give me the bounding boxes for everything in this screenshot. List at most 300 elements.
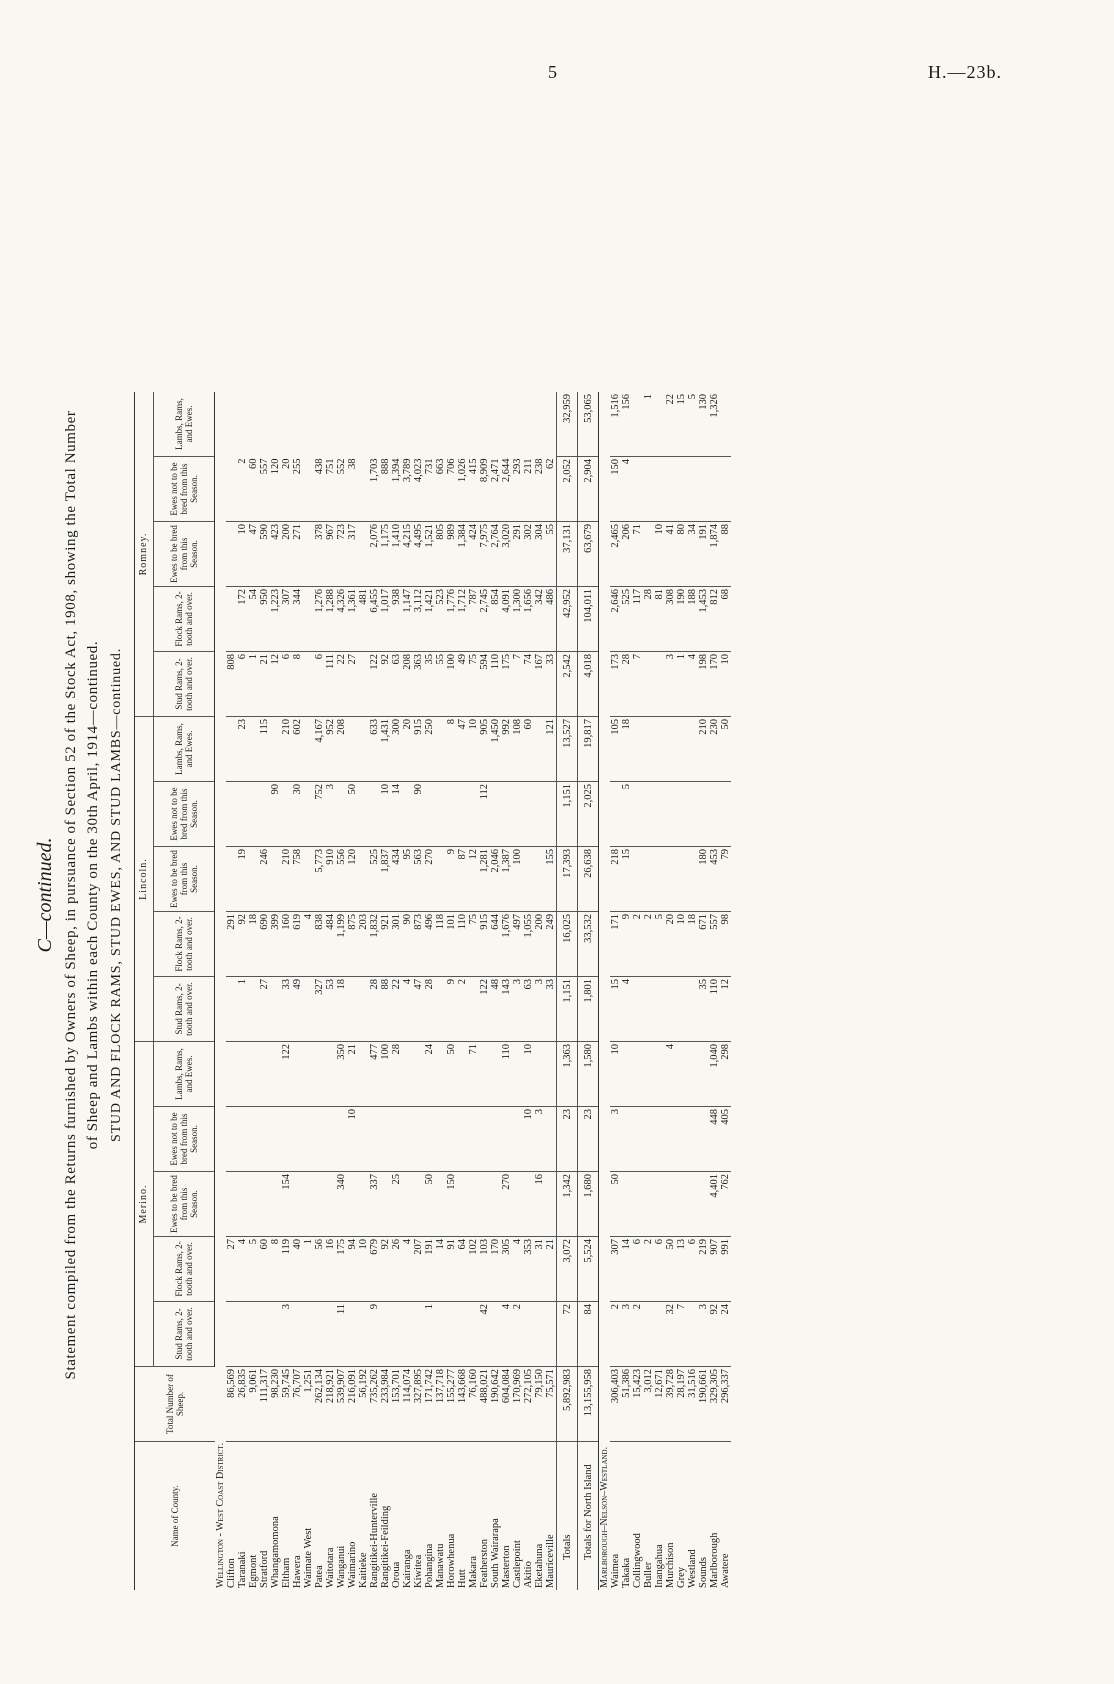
table-cell: 62 xyxy=(545,457,557,522)
table-cell xyxy=(248,1107,259,1172)
table-cell: 4 xyxy=(402,1237,413,1302)
table-cell: 211 xyxy=(523,457,534,522)
table-cell: 10 xyxy=(347,1107,358,1172)
table-cell xyxy=(325,1042,336,1107)
table-cell: 4 xyxy=(621,457,632,522)
table-cell xyxy=(358,1107,369,1172)
table-cell: 94 xyxy=(347,1237,358,1302)
table-cell xyxy=(643,1107,654,1172)
table-cell: 49 xyxy=(457,652,468,717)
table-cell: 91 xyxy=(446,1237,457,1302)
table-cell: 12 xyxy=(270,652,281,717)
table-cell xyxy=(270,717,281,782)
total-cell: 1,151 xyxy=(557,977,578,1042)
table-cell xyxy=(512,1042,523,1107)
table-cell: 64 xyxy=(457,1237,468,1302)
table-cell: 219 xyxy=(698,1237,709,1302)
table-cell xyxy=(358,457,369,522)
table-cell xyxy=(358,847,369,912)
table-cell: 76,707 xyxy=(292,1367,303,1442)
table-cell: 121 xyxy=(545,717,557,782)
table-cell: 95 xyxy=(402,847,413,912)
table-cell: 4,023 xyxy=(413,457,424,522)
table-cell: 477 xyxy=(369,1042,380,1107)
table-cell xyxy=(632,977,643,1042)
table-cell: 301 xyxy=(391,912,402,977)
table-cell xyxy=(643,977,654,1042)
table-cell: 1,410 xyxy=(391,522,402,587)
table-row xyxy=(610,392,621,1590)
table-cell: 405 xyxy=(720,1107,731,1172)
table-cell xyxy=(654,1302,665,1367)
table-row xyxy=(523,392,534,1590)
table-cell xyxy=(237,1107,248,1172)
table-cell: 118 xyxy=(435,912,446,977)
table-cell: 1,040 xyxy=(709,1042,720,1107)
table-cell xyxy=(687,782,698,847)
table-cell: 271 xyxy=(292,522,303,587)
col-header: Ewes to be bred from this Season. xyxy=(154,522,215,587)
table-cell: 68 xyxy=(720,587,731,652)
table-cell: 53 xyxy=(325,977,336,1042)
table-body-north xyxy=(215,392,557,1590)
table-cell: 180 xyxy=(698,847,709,912)
table-cell: 8 xyxy=(270,1237,281,1302)
table-cell: 448 xyxy=(709,1107,720,1172)
table-cell: 363 xyxy=(413,652,424,717)
table-cell: 12,671 xyxy=(654,1367,665,1442)
table-cell xyxy=(632,1107,643,1172)
total-cell: 13,155,958 xyxy=(578,1367,599,1442)
table-cell: 2 xyxy=(643,912,654,977)
table-cell: 340 xyxy=(336,1172,347,1237)
county-name: Stratford xyxy=(259,1550,270,1588)
table-cell xyxy=(643,1172,654,1237)
county-name: Inangahua xyxy=(654,1544,665,1588)
table-cell: 208 xyxy=(402,652,413,717)
col-header: Lambs, Rams, and Ewes. xyxy=(154,1042,215,1107)
table-cell xyxy=(687,977,698,1042)
table-cell: 921 xyxy=(380,912,391,977)
table-cell xyxy=(336,782,347,847)
table-row xyxy=(512,392,523,1590)
table-cell xyxy=(226,977,237,1042)
table-cell: 39,728 xyxy=(665,1367,676,1442)
table-cell: 2 xyxy=(643,1237,654,1302)
table-row xyxy=(457,392,468,1590)
table-row xyxy=(402,392,413,1590)
table-cell xyxy=(303,1172,314,1237)
table-cell: 3,789 xyxy=(402,457,413,522)
county-name: Akitio xyxy=(523,1561,534,1588)
table-cell: 3 xyxy=(534,977,545,1042)
table-cell xyxy=(720,782,731,847)
table-cell: 723 xyxy=(336,522,347,587)
table-row xyxy=(654,392,665,1590)
table-cell: 171 xyxy=(610,912,621,977)
table-cell: 812 xyxy=(709,587,720,652)
total-cell: 13,527 xyxy=(557,717,578,782)
table-cell: 114,074 xyxy=(402,1367,413,1442)
table-cell: 1,676 xyxy=(501,912,512,977)
table-cell: 1,431 xyxy=(380,717,391,782)
county-name: Marlborough xyxy=(709,1532,720,1588)
table-cell xyxy=(226,782,237,847)
table-cell: 51,386 xyxy=(621,1367,632,1442)
table-cell: 296,337 xyxy=(720,1367,731,1442)
table-cell: 1,147 xyxy=(402,587,413,652)
table-cell: 556 xyxy=(336,847,347,912)
table-cell xyxy=(479,1172,490,1237)
table-cell xyxy=(226,717,237,782)
county-name: Mauriceville xyxy=(545,1534,556,1588)
table-cell: 191 xyxy=(698,522,709,587)
table-cell: 75,571 xyxy=(545,1367,557,1442)
table-cell xyxy=(665,782,676,847)
table-cell xyxy=(545,1172,557,1237)
county-name: Waitotara xyxy=(325,1547,336,1588)
table-cell: 12 xyxy=(468,847,479,912)
table-cell: 523 xyxy=(435,587,446,652)
table-cell: 525 xyxy=(621,587,632,652)
table-cell xyxy=(358,522,369,587)
total-cell: 1,580 xyxy=(578,1042,599,1107)
table-cell xyxy=(687,1042,698,1107)
table-cell: 200 xyxy=(281,522,292,587)
table-cell: 453 xyxy=(709,847,720,912)
table-cell xyxy=(226,587,237,652)
table-cell: 14 xyxy=(621,1237,632,1302)
table-cell: 2 xyxy=(632,912,643,977)
table-cell xyxy=(709,457,720,522)
total-cell: 26,638 xyxy=(578,847,599,912)
table-cell: 120 xyxy=(270,457,281,522)
table-cell: 1 xyxy=(303,1237,314,1302)
total-cell: 23 xyxy=(557,1107,578,1172)
table-cell: 484 xyxy=(325,912,336,977)
table-cell: 171,742 xyxy=(424,1367,435,1442)
table-cell: 79 xyxy=(720,847,731,912)
table-cell: 63 xyxy=(391,652,402,717)
table-cell xyxy=(292,1107,303,1172)
table-cell xyxy=(248,847,259,912)
table-cell: 1,281 xyxy=(479,847,490,912)
table-cell: 27 xyxy=(226,1237,237,1302)
table-row xyxy=(281,392,292,1590)
table-row xyxy=(621,392,632,1590)
table-cell xyxy=(435,1302,446,1367)
table-cell: 143 xyxy=(501,977,512,1042)
county-name: Wanganui xyxy=(336,1545,347,1588)
ni-totals-label: Totals for North Island xyxy=(578,1442,599,1591)
table-cell: 2,076 xyxy=(369,522,380,587)
table-cell: 27 xyxy=(259,977,270,1042)
table-row xyxy=(424,392,435,1590)
table-cell xyxy=(226,1302,237,1367)
table-row xyxy=(292,392,303,1590)
table-cell: 5,773 xyxy=(314,847,325,912)
table-cell: 233,984 xyxy=(380,1367,391,1442)
table-cell xyxy=(259,1172,270,1237)
total-cell: 1,151 xyxy=(557,782,578,847)
table-cell xyxy=(468,977,479,1042)
table-cell: 153,701 xyxy=(391,1367,402,1442)
table-cell: 71 xyxy=(468,1042,479,1107)
table-cell: 3 xyxy=(281,1302,292,1367)
table-cell xyxy=(303,457,314,522)
table-cell: 1,361 xyxy=(347,587,358,652)
table-cell xyxy=(676,847,687,912)
table-cell: 7 xyxy=(632,652,643,717)
sheep-returns-table xyxy=(134,392,731,1590)
total-cell: 53,065 xyxy=(578,392,599,457)
table-cell: 246 xyxy=(259,847,270,912)
table-cell: 14 xyxy=(435,1237,446,1302)
table-row xyxy=(545,392,557,1590)
table-cell: 1,712 xyxy=(457,587,468,652)
table-cell xyxy=(676,782,687,847)
table-cell: 3 xyxy=(621,1302,632,1367)
table-cell: 34 xyxy=(687,522,698,587)
total-cell: 42,952 xyxy=(557,587,578,652)
county-name: Takaka xyxy=(621,1557,632,1588)
table-cell xyxy=(545,1302,557,1367)
table-cell: 3 xyxy=(512,977,523,1042)
table-cell xyxy=(358,717,369,782)
table-cell: 110 xyxy=(490,652,501,717)
table-cell xyxy=(545,1107,557,1172)
table-cell xyxy=(303,1302,314,1367)
table-cell xyxy=(292,1042,303,1107)
table-cell: 1,017 xyxy=(380,587,391,652)
table-cell: 488,021 xyxy=(479,1367,490,1442)
county-name: Masterton xyxy=(501,1545,512,1588)
table-cell: 238 xyxy=(534,457,545,522)
table-cell: 2 xyxy=(512,1302,523,1367)
table-cell xyxy=(632,782,643,847)
table-cell: 50 xyxy=(665,1237,676,1302)
table-cell: 98 xyxy=(720,912,731,977)
county-name: Westland xyxy=(687,1549,698,1588)
table-cell xyxy=(380,1172,391,1237)
table-cell xyxy=(545,1042,557,1107)
table-cell: 90 xyxy=(270,782,281,847)
table-cell: 15,423 xyxy=(632,1367,643,1442)
table-cell: 302 xyxy=(523,522,534,587)
table-cell: 137,718 xyxy=(435,1367,446,1442)
table-cell xyxy=(292,1172,303,1237)
table-cell xyxy=(446,1302,457,1367)
table-cell: 50 xyxy=(424,1172,435,1237)
table-cell xyxy=(226,457,237,522)
table-cell xyxy=(314,1302,325,1367)
table-cell xyxy=(490,1107,501,1172)
table-cell xyxy=(698,1107,709,1172)
table-cell: 1,421 xyxy=(424,587,435,652)
table-cell xyxy=(303,847,314,912)
table-cell: 9 xyxy=(369,1302,380,1367)
county-name: Buller xyxy=(643,1561,654,1588)
table-cell: 4 xyxy=(402,977,413,1042)
table-cell: 110 xyxy=(501,1042,512,1107)
table-cell xyxy=(402,1107,413,1172)
table-cell xyxy=(665,1172,676,1237)
table-cell: 210 xyxy=(281,847,292,912)
table-cell: 117 xyxy=(632,587,643,652)
table-cell xyxy=(237,1302,248,1367)
county-name: Whangamomona xyxy=(270,1516,281,1588)
table-cell: 98,230 xyxy=(270,1367,281,1442)
table-cell xyxy=(687,717,698,782)
table-cell: 22 xyxy=(665,392,676,457)
table-cell: 24 xyxy=(424,1042,435,1107)
table-cell: 10 xyxy=(468,717,479,782)
table-cell: 5 xyxy=(687,392,698,457)
table-cell: 101 xyxy=(446,912,457,977)
table-cell xyxy=(457,1302,468,1367)
table-row xyxy=(391,392,402,1590)
table-cell: 15 xyxy=(676,392,687,457)
table-cell: 6 xyxy=(314,652,325,717)
table-cell xyxy=(402,1042,413,1107)
table-cell: 344 xyxy=(292,587,303,652)
table-cell: 306,403 xyxy=(610,1367,621,1442)
table-cell xyxy=(632,717,643,782)
table-cell xyxy=(435,717,446,782)
table-cell: 59,745 xyxy=(281,1367,292,1442)
total-cell: 3,072 xyxy=(557,1237,578,1302)
table-cell: 207 xyxy=(413,1237,424,1302)
table-cell: 154 xyxy=(281,1172,292,1237)
table-cell: 4 xyxy=(621,977,632,1042)
table-cell: 5 xyxy=(621,782,632,847)
table-cell xyxy=(358,1172,369,1237)
table-cell: 1,026 xyxy=(457,457,468,522)
table-cell: 888 xyxy=(380,457,391,522)
total-cell: 33,532 xyxy=(578,912,599,977)
table-cell: 50 xyxy=(610,1172,621,1237)
table-row xyxy=(226,392,237,1590)
table-cell xyxy=(270,1302,281,1367)
table-row xyxy=(501,392,512,1590)
table-cell xyxy=(248,1172,259,1237)
table-cell: 190 xyxy=(676,587,687,652)
table-cell xyxy=(281,1107,292,1172)
table-cell: 1,837 xyxy=(380,847,391,912)
table-cell xyxy=(676,977,687,1042)
table-cell: 337 xyxy=(369,1172,380,1237)
table-row xyxy=(237,392,248,1590)
table-cell: 28 xyxy=(621,652,632,717)
table-cell xyxy=(435,1172,446,1237)
table-cell: 291 xyxy=(226,912,237,977)
table-cell xyxy=(358,977,369,1042)
table-cell xyxy=(435,1107,446,1172)
table-cell: 7,975 xyxy=(479,522,490,587)
table-cell: 81 xyxy=(654,587,665,652)
table-cell xyxy=(358,782,369,847)
table-cell xyxy=(435,977,446,1042)
table-cell: 21 xyxy=(259,652,270,717)
table-cell xyxy=(654,457,665,522)
table-cell: 60 xyxy=(259,1237,270,1302)
table-cell xyxy=(621,1107,632,1172)
statement-subtitle: STUD AND FLOCK RAMS, STUD EWES, AND STUD LAMBS—continued. xyxy=(109,647,124,1143)
table-cell xyxy=(248,782,259,847)
table-cell: 170 xyxy=(490,1237,501,1302)
table-cell: 175 xyxy=(336,1237,347,1302)
table-row xyxy=(325,392,336,1590)
table-cell: 4 xyxy=(665,1042,676,1107)
total-cell: 2,025 xyxy=(578,782,599,847)
table-cell: 751 xyxy=(325,457,336,522)
county-name: Horowhenua xyxy=(446,1533,457,1588)
table-cell: 399 xyxy=(270,912,281,977)
table-cell: 9,061 xyxy=(248,1367,259,1442)
table-cell: 167 xyxy=(534,652,545,717)
table-cell: 952 xyxy=(325,717,336,782)
table-cell: 3,012 xyxy=(643,1367,654,1442)
table-cell: 210 xyxy=(698,717,709,782)
table-cell: 33 xyxy=(545,652,557,717)
table-cell xyxy=(512,782,523,847)
table-cell: 230 xyxy=(709,717,720,782)
table-cell: 24 xyxy=(720,1302,731,1367)
table-cell xyxy=(654,392,665,457)
table-cell: 10 xyxy=(720,652,731,717)
table-cell: 4,167 xyxy=(314,717,325,782)
total-cell: 23 xyxy=(578,1107,599,1172)
table-cell xyxy=(534,1042,545,1107)
table-cell xyxy=(654,1042,665,1107)
county-name: Kaitieke xyxy=(358,1552,369,1588)
county-name: Hutt xyxy=(457,1569,468,1588)
table-cell xyxy=(380,1302,391,1367)
county-name: Collingwood xyxy=(632,1533,643,1588)
table-cell: 88 xyxy=(380,977,391,1042)
table-row xyxy=(248,392,259,1590)
table-cell: 350 xyxy=(336,1042,347,1107)
county-name: Waimarino xyxy=(347,1541,358,1588)
table-row xyxy=(698,392,709,1590)
table-cell xyxy=(446,1107,457,1172)
table-cell: 875 xyxy=(347,912,358,977)
table-cell: 293 xyxy=(512,457,523,522)
table-cell xyxy=(270,1107,281,1172)
table-cell xyxy=(610,782,621,847)
table-row xyxy=(369,392,380,1590)
table-cell: 378 xyxy=(314,522,325,587)
table-cell xyxy=(303,1042,314,1107)
table-cell: 108 xyxy=(512,717,523,782)
table-cell: 8 xyxy=(446,717,457,782)
table-cell: 2,465 xyxy=(610,522,621,587)
table-cell: 9 xyxy=(446,847,457,912)
table-cell: 100 xyxy=(512,847,523,912)
table-cell: 48 xyxy=(490,977,501,1042)
table-cell xyxy=(534,782,545,847)
total-cell: 17,393 xyxy=(557,847,578,912)
table-row xyxy=(336,392,347,1590)
table-cell xyxy=(534,847,545,912)
table-cell: 6 xyxy=(632,1237,643,1302)
table-cell xyxy=(523,847,534,912)
table-cell: 434 xyxy=(391,847,402,912)
table-cell xyxy=(248,717,259,782)
table-cell xyxy=(665,1107,676,1172)
col-total-header: Total Number of Sheep. xyxy=(135,1367,215,1442)
table-cell: 4,326 xyxy=(336,587,347,652)
